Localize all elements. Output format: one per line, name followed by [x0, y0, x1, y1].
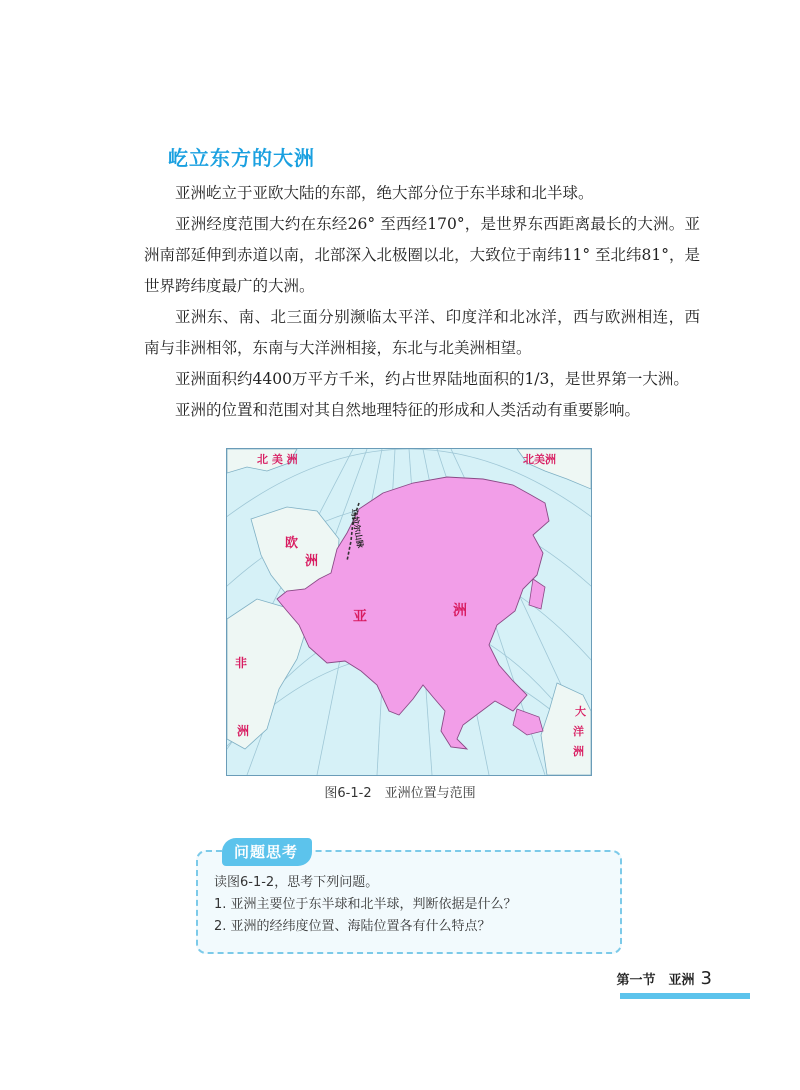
paragraph: 亚洲屹立于亚欧大陆的东部，绝大部分位于东半球和北半球。	[175, 184, 594, 202]
think-question: 1. 亚洲主要位于东半球和北半球，判断依据是什么？	[214, 897, 517, 912]
label-oceania-2: 洋	[573, 725, 584, 738]
section-title: 屹立东方的大洲	[168, 146, 315, 170]
label-oceania-1: 大	[575, 705, 586, 718]
asia-map	[226, 448, 592, 776]
label-europe-1: 欧	[285, 536, 299, 551]
label-europe-2: 洲	[305, 554, 319, 569]
paragraph: 亚洲东、南、北三面分别濒临太平洋、印度洋和北冰洋，西与欧洲相连，西南与非洲相邻，东南与大洋洲相接，东北与北美洲相望。	[144, 308, 700, 357]
think-content	[214, 872, 614, 938]
page-number: 3	[700, 968, 712, 989]
label-africa-2: 洲	[237, 724, 250, 738]
paragraph: 亚洲的位置和范围对其自然地理特征的形成和人类活动有重要影响。	[175, 401, 641, 419]
label-ural: 乌拉尔山脉	[349, 507, 365, 549]
body-text	[144, 178, 700, 426]
paragraph: 亚洲面积约4400万平方千米，约占世界陆地面积的1/3，是世界第一大洲。	[175, 370, 689, 388]
page-footer	[617, 968, 712, 989]
footer-section-label: 第一节 亚洲	[616, 973, 695, 988]
label-asia-1: 亚	[353, 609, 367, 625]
label-north-america-right: 北美洲	[523, 453, 556, 466]
paragraph: 亚洲经度范围大约在东经26° 至西经170°，是世界东西距离最长的大洲。亚洲南部延伸到赤道以南，北部深入北极圈以北，大致位于南纬11° 至北纬81°，是世界跨纬度最广的大洲。	[144, 215, 700, 295]
think-question: 2. 亚洲的经纬度位置、海陆位置各有什么特点？	[214, 919, 491, 934]
figure-caption: 图6-1-2 亚洲位置与范围	[324, 786, 476, 801]
label-oceania-3: 洲	[573, 745, 584, 758]
think-title: 问题思考	[222, 838, 312, 866]
label-africa-1: 非	[235, 656, 248, 670]
asia-map-svg	[227, 449, 591, 775]
think-intro: 读图6-1-2，思考下列问题。	[214, 875, 379, 890]
footer-bar	[620, 993, 750, 999]
label-north-america-left: 北 美 洲	[257, 453, 298, 466]
label-asia-2: 洲	[453, 603, 467, 619]
